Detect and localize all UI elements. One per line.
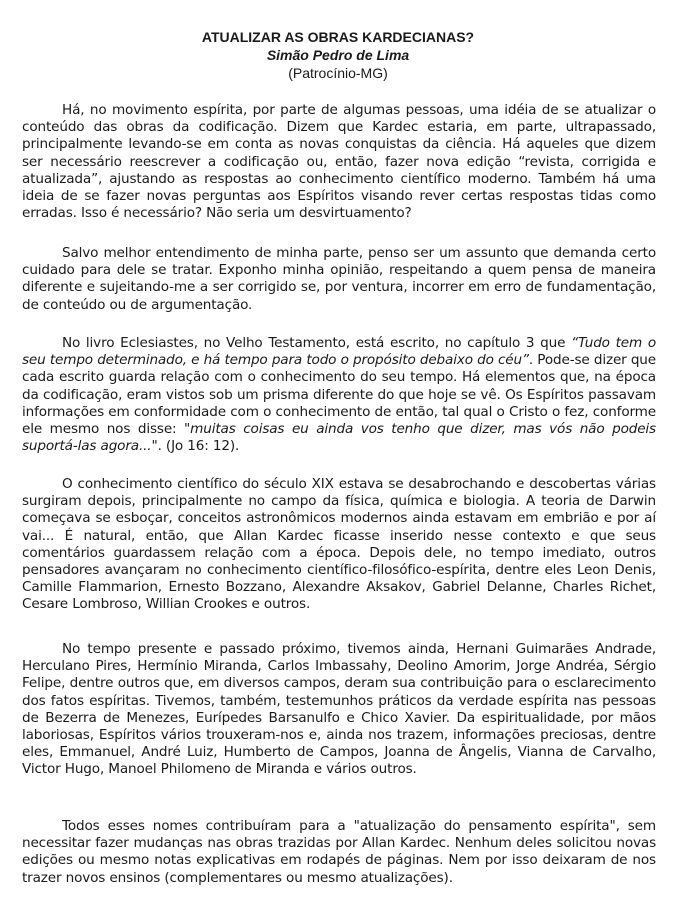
paragraph-3-text-c: . (Jo 16: 12).	[157, 438, 240, 455]
paragraph-4: O conhecimento científico do século XIX estava se desabrochando e descobertas várias surgiram depois, principalmente no campo da física, química e biologia. A teoria de Darwin começava se esboçar, conceitos astronômicos modernos ainda estavam em embrião e por aí vai... É natural, então, que Allan Kardec ficasse inserido nesse contexto e que seus comentários guardassem relação com a época. Depois dele, no tempo imediato, outros pensadores avançaram no conhecimento científico-filosófico-espírita, dentre eles Leon Denis, Camille Flammarion, Ernesto Bozzano, Alexandre Aksakov, Gabriel Delanne, Charles Richet, Cesare Lombroso, Willian Crookes e outros.	[22, 476, 656, 613]
ecclesiastes-quote: “Tudo tem o seu tempo determinado, e há tempo para todo o propósito debaixo do céu”	[22, 335, 656, 369]
john-quote: "muitas coisas eu ainda vos tenho que dizer, mas vós não podeis suportá-las agora..."	[22, 421, 656, 455]
article-location: (Patrocínio-MG)	[288, 65, 388, 81]
article-title: ATUALIZAR AS OBRAS KARDECIANAS?	[201, 29, 475, 45]
article-author: Simão Pedro de Lima	[266, 47, 410, 63]
paragraph-3-text-a: No livro Eclesiastes, no Velho Testamento, está escrito, no capítulo 3 que	[62, 335, 572, 351]
paragraph-2: Salvo melhor entendimento de minha parte, penso ser um assunto que demanda certo cuidado para dele se tratar. Exponho minha opinião, respeitando a quem pensa de maneira diferente e sujeitando-me a ser corrigido se, por ventura, incorrer em erro de fundamentação, de conteúdo ou de argumentação.	[22, 245, 656, 313]
paragraph-1: Há, no movimento espírita, por parte de algumas pessoas, uma idéia de se atualizar o conteúdo das obras da codificação. Dizem que Kardec estaria, em parte, ultrapassado, principalmente levando-se em conta as novas conquistas da ciência. Há aqueles que dizem ser necessário reescrever a codificação ou, então, fazer nova edição “revista, corrigida e atualizada”, ajustando as respostas ao conhecimento científico moderno. Também há uma ideia de se fazer novas perguntas aos Espíritos visando rever certas respostas tidas como erradas. Isso é necessário? Não seria um desvirtuamento?	[22, 102, 656, 222]
paragraph-3	[22, 335, 656, 455]
paragraph-3-text-b: . Pode-se dizer que cada escrito guarda relação com o conhecimento do seu tempo. Há elementos que, na época da codificação, eram vistos sob um prisma diferente do que hoje se vê. Os Espíritos passavam informações em conformidade com o conhecimento de então, tal qual o Cristo o fez, conforme ele mesmo nos disse:	[22, 352, 656, 438]
paragraph-5: No tempo presente e passado próximo, tivemos ainda, Hernani Guimarães Andrade, Herculano Pires, Hermínio Miranda, Carlos Imbassahy, Deolino Amorim, Jorge Andréa, Sérgio Felipe, dentre outros que, em diversos campos, deram sua contribuição para o esclarecimento dos fatos espíritas. Tivemos, também, testemunhos práticos da verdade espírita nas pessoas de Bezerra de Menezes, Eurípedes Barsanulfo e Chico Xavier. Da espiritualidade, por mãos laboriosas, Espíritos vários trouxeram-nos e, ainda nos trazem, informações preciosas, dentre eles, Emmanuel, André Luiz, Humberto de Campos, Joanna de Ângelis, Vianna de Carvalho, Victor Hugo, Manoel Philomeno de Miranda e vários outros.	[22, 641, 656, 778]
paragraph-6: Todos esses nomes contribuíram para a "atualização do pensamento espírita", sem necessitar fazer mudanças nas obras trazidas por Allan Kardec. Nenhum deles solicitou novas edições ou mesmo notas explicativas em rodapés de páginas. Nem por isso deixaram de nos trazer novos ensinos (complementares ou mesmo atualizações).	[22, 818, 656, 886]
article-header	[0, 28, 676, 82]
